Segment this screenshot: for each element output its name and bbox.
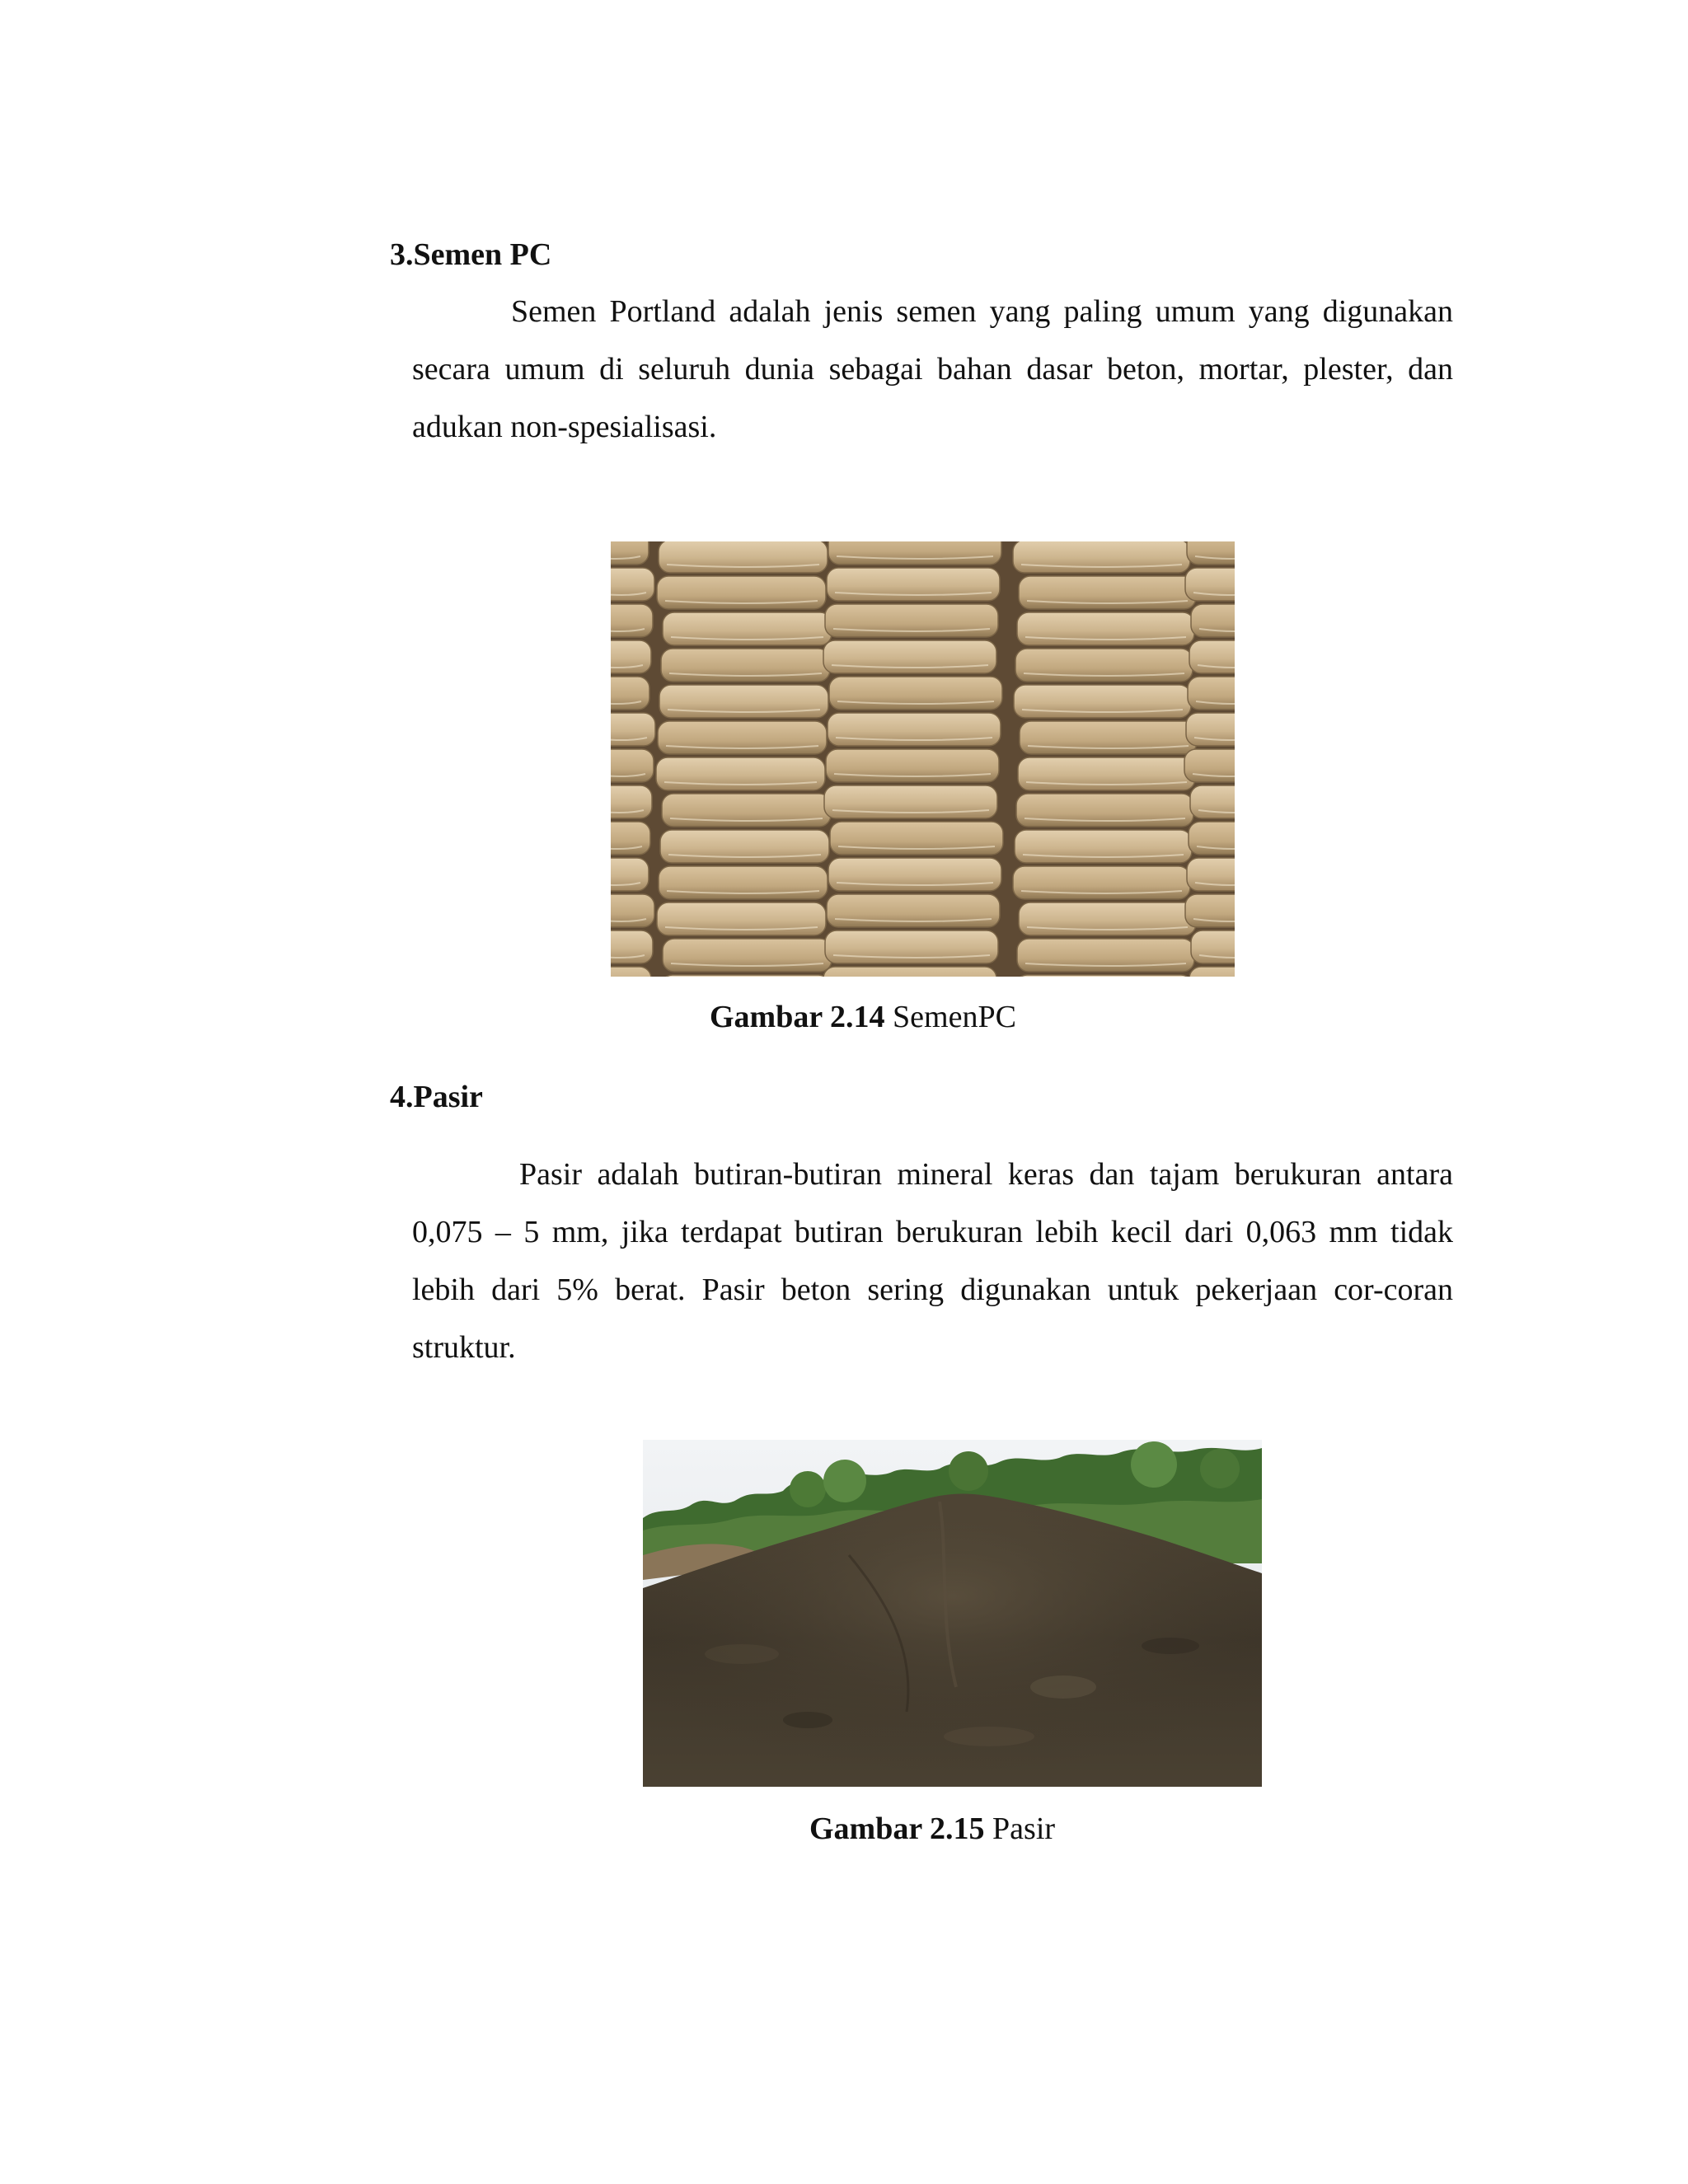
figure-caption-pasir <box>809 1813 1055 1844</box>
caption-text: Pasir <box>992 1811 1056 1846</box>
caption-label: Gambar 2.15 <box>809 1811 985 1846</box>
figure-caption-semen-pc <box>710 1001 1016 1033</box>
caption-label: Gambar 2.14 <box>710 1000 885 1034</box>
paragraph-pasir: Pasir adalah butiran-butiran mineral keras dan tajam berukuran antara 0,075 – 5 mm, jika terdapat butiran berukuran lebih kecil dari 0,063 mm tidak lebih dari 5% berat. Pasir beton sering digunakan untuk pekerjaan cor-coran struktur. <box>412 1157 1453 1365</box>
caption-text: SemenPC <box>893 1000 1016 1034</box>
cement-bags-image <box>611 541 1235 977</box>
section-heading-pasir: 4.Pasir <box>390 1080 483 1114</box>
paragraph-semen-pc: Semen Portland adalah jenis semen yang paling umum yang digunakan secara umum di seluruh dunia sebagai bahan dasar beton, mortar, plester, dan adukan non-spesialisasi. <box>412 294 1453 444</box>
section-heading-semen-pc: 3.Semen PC <box>390 237 552 272</box>
sand-pile-image <box>643 1440 1262 1787</box>
